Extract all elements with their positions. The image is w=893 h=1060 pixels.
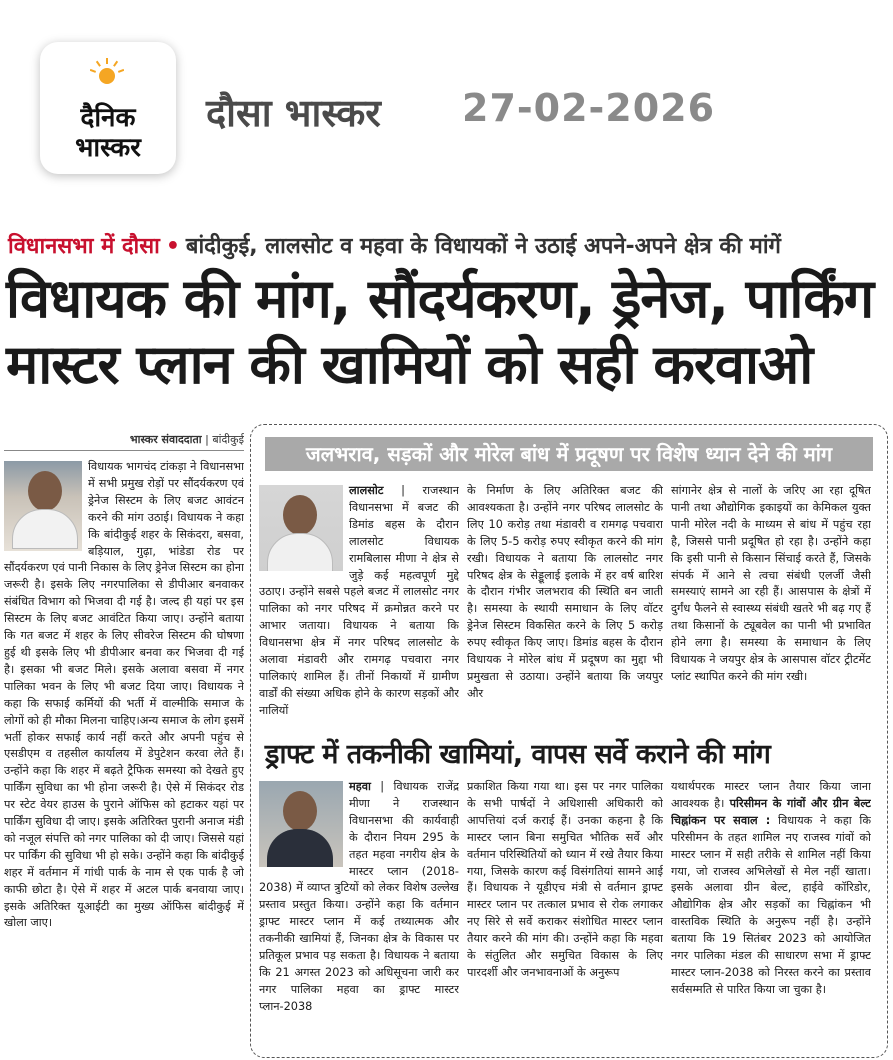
mahwa-col-1: महवा | विधायक राजेंद्र मीणा ने राजस्थान विधानसभा की कार्यवाही के दौरान नियम 295 के तहत महवा नगरीय क्षेत्र के मास्टर प्लान (2018-2038) में व्याप्त त्रुटियों को लेकर विशेष उल्लेख प्रस्ताव प्रस्तुत किया। उन्होंने कहा कि वर्तमान ड्राफ्ट मास्टर प्लान में कई तथ्यात्मक और तकनीकी खामियां हैं, जिनका क्षेत्र के विकास पर प्रतिकूल प्रभाव पड़ सकता है। विधायक ने बताया कि 21 अगस्त 2023 को अधिसूचना जारी कर नगर पालिका महवा का ड्राफ्ट मास्टर प्लान-2038: [259, 780, 459, 1013]
publication-date: 27-02-2026: [462, 86, 716, 130]
mahwa-col-3-text-a: यथार्थपरक मास्टर प्लान तैयार किया जाना आवश्यक है।: [671, 780, 871, 810]
logo-line-1: दैनिक: [80, 103, 136, 133]
mahwa-col-3-text-b: विधायक ने कहा कि परिसीमन के तहत शामिल नए राजस्व गांवों को मास्टर प्लान में सही तरीके से शामिल नहीं किया गया, जो राजस्व अभिलेखों से मेल नहीं खाता। इसके अलावा ग्रीन बेल्ट, हाईवे कॉरिडोर, औद्योगिक क्षेत्र और सड़कों का चिह्नांकन भी वास्तविक स्थिति के अनुरूप नहीं है। उन्होंने बताया कि 19 सितंबर 2023 को आयोजित नगर पालिका मंडल की साधारण सभा में ड्राफ्ट मास्टर प्लान-2038 को निरस्त करने का प्रस्ताव सर्वसम्मति से पारित किया जा चुका है।: [671, 813, 871, 996]
mahwa-col-3: [671, 779, 871, 1053]
bandikui-story-text: विधायक भागचंद टांकड़ा ने विधानसभा में सभी प्रमुख रोड़ों पर सौंदर्यकरण एवं ड्रेनेज सिस्टम के लिए बजट आवंटन करने की मांग उठाई। विधायक ने कहा कि बांदीकुई शहर के सिकंदरा, बसवा, बड़ियाल, गुढ़ा, भांडेडा रोड पर सौंदर्यकरण एवं पानी निकास के लिए ड्रेनेज सिस्टम का होना जरूरी है। इसके लिए नगरपालिका से डीपीआर बनवाकर संबंधित विभाग को भिजवा दी गई है। जल्द ही यहां पर इस सिस्टम के लिए बजट आवंटित किया जाए। उन्होंने बताया कि गत बजट में शहर के लिए सीवरेज सिस्टम की घोषणा हुई थी इसके लिए भी डीपीआर बनवा कर भिजवा दी गई है। इसका भी बजट मिले। इसके अलावा बसवा में नगर पालिका भवन के लिए भी बजट दिया जाए। विधायक ने कहा कि सफाई कर्मियों की भर्ती में वाल्मीकि समाज के लोगों को ही मौका मिलना चाहिए।अन्य समाज के लोग इसमें भर्ती होकर सफाई कार्य नहीं करते और अपनी पहुंच से एसडीएम व तहसील कार्यालय में डेपुटेशन करवा लेते हैं। उन्होंने कहा कि शहर में बढ़ते ट्रैफिक समस्या को देखते हुए पार्किंग सुविधा का भी होना जरूरी है। ऐसे में सिकंदर रोड पर स्टेट वेयर हाउस के पुराने ऑफिस को हटाकर यहां पर पार्किंग सुविधा दी जाए। इसके अतिरिक्त पुरानी अनाज मंडी को नजूल संपत्ति को नगर पालिका को दी जाए। जिससे यहां पर पार्किंग की सुविधा भी हो सके। उन्होंने कहा कि बांदीकुई शहर में वर्तमान में गांधी पार्क के नाम से एक पार्क है जो काफी छोटा है। ऐसे में शहर में अटल पार्क बनवाया जाए। इसके अतिरिक्त यूआईटी का मुख्य ऑफिस बांदीकुई में खोला जाए।: [4, 460, 244, 930]
photo-head: [283, 495, 317, 535]
byline-place: बांदीकुई: [212, 433, 244, 446]
lalsot-col-3: [671, 483, 871, 725]
mla-photo-lalsot: [259, 485, 343, 571]
lalsot-col-2: [467, 483, 663, 725]
photo-head: [28, 471, 62, 511]
right-news-box: [250, 424, 888, 1058]
masthead: [0, 0, 893, 200]
kicker-line: [8, 230, 888, 262]
mahwa-headline: ड्राफ्ट में तकनीकी खामियां, वापस सर्वे कराने की मांग: [265, 739, 771, 770]
lalsot-col-1-text: राजस्थान विधानसभा में बजट की डिमांड बहस के दौरान लालसोट विधायक रामबिलास मीणा ने क्षेत्र से जुड़े कई महत्वपूर्ण मुद्दे उठाए। उन्होंने सबसे पहले बजट में लालसोट नगर पालिका को नगर परिषद में क्रमोन्नत करने पर आभार जताया। विधायक ने बताया कि विधानसभा क्षेत्र में नगर परिषद लालसोट के अलावा मंडावरी और रामगढ़ पचवारा नगर पालिकाएं शामिल हैं। तीनों निकायों में ग्रामीण वार्डों की संख्या अधिक होने के कारण सड़कों और नालियों: [259, 484, 459, 717]
mahwa-subhead: परिसीमन के गांवों और ग्रीन बेल्ट चिह्नांकन पर सवाल :: [671, 796, 871, 827]
lalsot-col-1: लालसोट | राजस्थान विधानसभा में बजट की डिमांड बहस के दौरान लालसोट विधायक रामबिलास मीणा ने क्षेत्र से जुड़े कई महत्वपूर्ण मुद्दे उठाए। उन्होंने सबसे पहले बजट में लालसोट नगर पालिका को नगर परिषद में क्रमोन्नत करने पर आभार जताया। विधायक ने बताया कि विधानसभा क्षेत्र में नगर परिषद लालसोट के अलावा मंडावरी और रामगढ़ पचवारा नगर पालिकाएं शामिल हैं। तीनों निकायों में ग्रामीण वार्डों की संख्या अधिक होने के कारण सड़कों और नालियों: [259, 484, 459, 717]
photo-body: [267, 533, 333, 571]
bandikui-story-body: [4, 459, 244, 932]
mla-photo-bandikui: [4, 461, 82, 551]
mahwa-col-2: [467, 779, 663, 1053]
kicker-tag: विधानसभा में दौसा: [8, 234, 160, 259]
photo-head: [283, 791, 317, 831]
bandikui-story: [4, 432, 244, 1058]
lalsot-dateline: लालसोट: [349, 484, 384, 497]
lalsot-col-3-text: सांगानेर क्षेत्र से नालों के जरिए आ रहा दूषित पानी तथा औद्योगिक इकाइयों का केमिकल युक्त पानी मोरेल नदी के माध्यम से बांध में पहुंच रहा है, जिससे पानी प्रदूषित हो रहा है। उन्होंने कहा कि इसी पानी से किसान सिंचाई करते हैं, जिसके संपर्क में आने से त्वचा संबंधी एलर्जी जैसी समस्याएं सामने आ रही हैं। आसपास के क्षेत्रों में दुर्गंध फैलने से स्वास्थ्य संबंधी खतरे भी बढ़ गए हैं तथा किसानों के ट्यूबवेल का पानी भी प्रभावित होने लगा है। समस्या के समाधान के लिए विधायक ने जयपुर क्षेत्र के आसपास वॉटर ट्रीटमेंट प्लांट स्थापित करने की मांग रखी।: [671, 484, 871, 683]
edition-name: दौसा भास्कर: [206, 91, 381, 135]
main-headline: विधायक की मांग, सौंदर्यकरण, ड्रेनेज, पार्किंग मास्टर प्लान की खामियों को सही करवाओ: [6, 267, 874, 396]
logo-line-2: भास्कर: [75, 133, 141, 163]
photo-body: [12, 509, 78, 549]
mla-photo-mahwa: [259, 781, 343, 867]
mahwa-col-2-text: प्रकाशित किया गया था। इस पर नगर पालिका के सभी पार्षदों ने अधिशासी अधिकारी को आपत्तियां दर्ज कराई हैं। उनका कहना है कि मास्टर प्लान बिना समुचित भौतिक सर्वे और वर्तमान परिस्थितियों को ध्यान में रखे तैयार किया गया, जिसके कारण कई विसंगतियां सामने आई हैं। विधायक ने यूडीएच मंत्री से वर्तमान ड्राफ्ट मास्टर प्लान पर तत्काल प्रभाव से रोक लगाकर नए सिरे से सर्वे कराकर संशोधित मास्टर प्लान तैयार करने की मांग की। उन्होंने कहा कि महवा के संतुलित और समुचित विकास के लिए पारदर्शी और जनभावनाओं के अनुरूप: [467, 780, 663, 979]
mahwa-col-1-text: विधायक राजेंद्र मीणा ने राजस्थान विधानसभा की कार्यवाही के दौरान नियम 295 के तहत महवा नगरीय क्षेत्र के मास्टर प्लान (2018-2038) में व्याप्त त्रुटियों को लेकर विशेष उल्लेख प्रस्ताव प्रस्तुत किया। उन्होंने कहा कि वर्तमान ड्राफ्ट मास्टर प्लान में कई तथ्यात्मक और तकनीकी खामियां हैं, जिनका क्षेत्र के विकास पर प्रतिकूल प्रभाव पड़ सकता है। विधायक ने बताया कि 21 अगस्त 2023 को अधिसूचना जारी कर नगर पालिका महवा का ड्राफ्ट मास्टर प्लान-2038: [259, 780, 459, 1013]
sun-icon: [90, 56, 124, 90]
byline: भास्कर संवाददाता | बांदीकुई: [4, 432, 244, 451]
bullet-icon: •: [165, 234, 180, 259]
lalsot-col-2-text: के निर्माण के लिए अतिरिक्त बजट की आवश्यकता है। उन्होंने नगर परिषद लालसोट के लिए 10 करोड़ तथा मंडावरी व रामगढ़ पचवारा के लिए 5-5 करोड़ रुपए स्वीकृत करने की मांग रखी। विधायक ने बताया कि लालसोट नगर परिषद क्षेत्र के सेड्डूलाई इलाके में हर वर्ष बारिश के दौरान गंभीर जलभराव की स्थिति बन जाती है। समस्या के स्थायी समाधान के लिए वॉटर ड्रेनेज सिस्टम विकसित करने के लिए 5 करोड़ रुपए स्वीकृत किए जाए। डिमांड बहस के दौरान विधायक ने मोरेल बांध में प्रदूषण का मुद्दा भी प्रमुखता से उठाया। उन्होंने बताया कि जयपुर और: [467, 484, 663, 700]
mahwa-dateline: महवा: [349, 780, 371, 793]
byline-prefix: भास्कर संवाददाता: [129, 433, 202, 446]
dainik-bhaskar-logo: [40, 42, 176, 174]
kicker-deck: बांदीकुई, लालसोट व महवा के विधायकों ने उठाई अपने-अपने क्षेत्र की मांगें: [185, 234, 781, 259]
lalsot-banner: जलभराव, सड़कों और मोरेल बांध में प्रदूषण पर विशेष ध्यान देने की मांग: [265, 437, 873, 471]
photo-body: [267, 829, 333, 867]
